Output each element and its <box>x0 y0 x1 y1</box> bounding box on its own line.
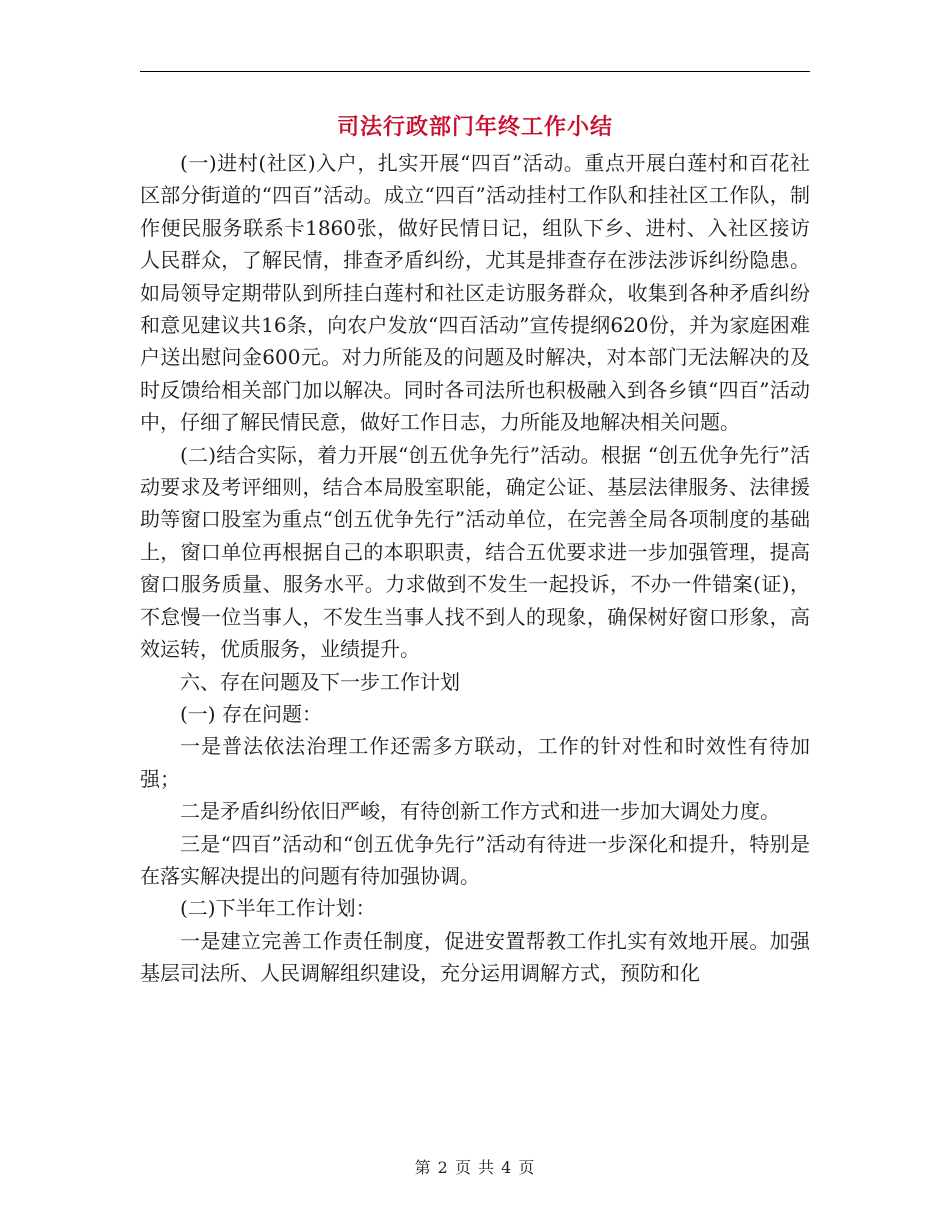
document-title: 司法行政部门年终工作小结 <box>336 115 613 140</box>
page-number: 第 2 页 共 4 页 <box>414 1158 536 1177</box>
subheading-work-plan: (二)下半年工作计划： <box>180 896 376 921</box>
problem-item-1: 一是普法依法治理工作还需多方联动，工作的针对性和时效性有待加强； <box>140 734 810 791</box>
problem-item-2: 二是矛盾纠纷依旧严峻，有待创新工作方式和进一步加大调处力度。 <box>180 799 780 824</box>
paragraph-village-activities: (一)进村(社区)入户，扎实开展“四百”活动。重点开展白莲村和百花社区部分街道的“四百”活动。成立“四百”活动挂村工作队和挂社区工作队，制作便民服务联系卡1860张，做好民情日记，组队下乡、进村、入社区接访人民群众，了解民情，排查矛盾纠纷，尤其是排查存在涉法涉诉纠纷隐患。如局领导定期带队到所挂白莲村和社区走访服务群众，收集到各种矛盾纠纷和意见建议共16条，向农户发放“四百活动”宣传提纲620份，并为家庭困难户送出慰问金600元。对力所能及的问题及时解决，对本部门无法解决的及时反馈给相关部门加以解决。同时各司法所也积极融入到各乡镇“四百”活动中，仔细了解民情民意，做好工作日志，力所能及地解决相关问题。 <box>140 151 810 435</box>
subheading-existing-problems: (一) 存在问题： <box>180 701 322 726</box>
document-body <box>140 147 810 990</box>
problem-item-3: 三是“四百”活动和“创五优争先行”活动有待进一步深化和提升，特别是在落实解决提出的问题有待加强协调。 <box>140 831 810 888</box>
header-rule <box>140 71 810 72</box>
plan-item-1: 一是建立完善工作责任制度，促进安置帮教工作扎实有效地开展。加强基层司法所、人民调解组织建设，充分运用调解方式，预防和化 <box>140 928 810 986</box>
section-heading-problems-plans: 六、存在问题及下一步工作计划 <box>180 669 460 694</box>
paragraph-five-excellence: (二)结合实际，着力开展“创五优争先行”活动。根据 “创五优争先行”活动要求及考评细则，结合本局股室职能，确定公证、基层法律服务、法律援助等窗口股室为重点“创五优争先行”活动单位，在完善全局各项制度的基础上，窗口单位再根据自己的本职职责，结合五优要求进一步加强管理，提高窗口服务质量、服务水平。力求做到不发生一起投诉，不办一件错案(证)，不怠慢一位当事人，不发生当事人找不到人的现象，确保树好窗口形象，高效运转，优质服务，业绩提升。 <box>140 442 810 662</box>
